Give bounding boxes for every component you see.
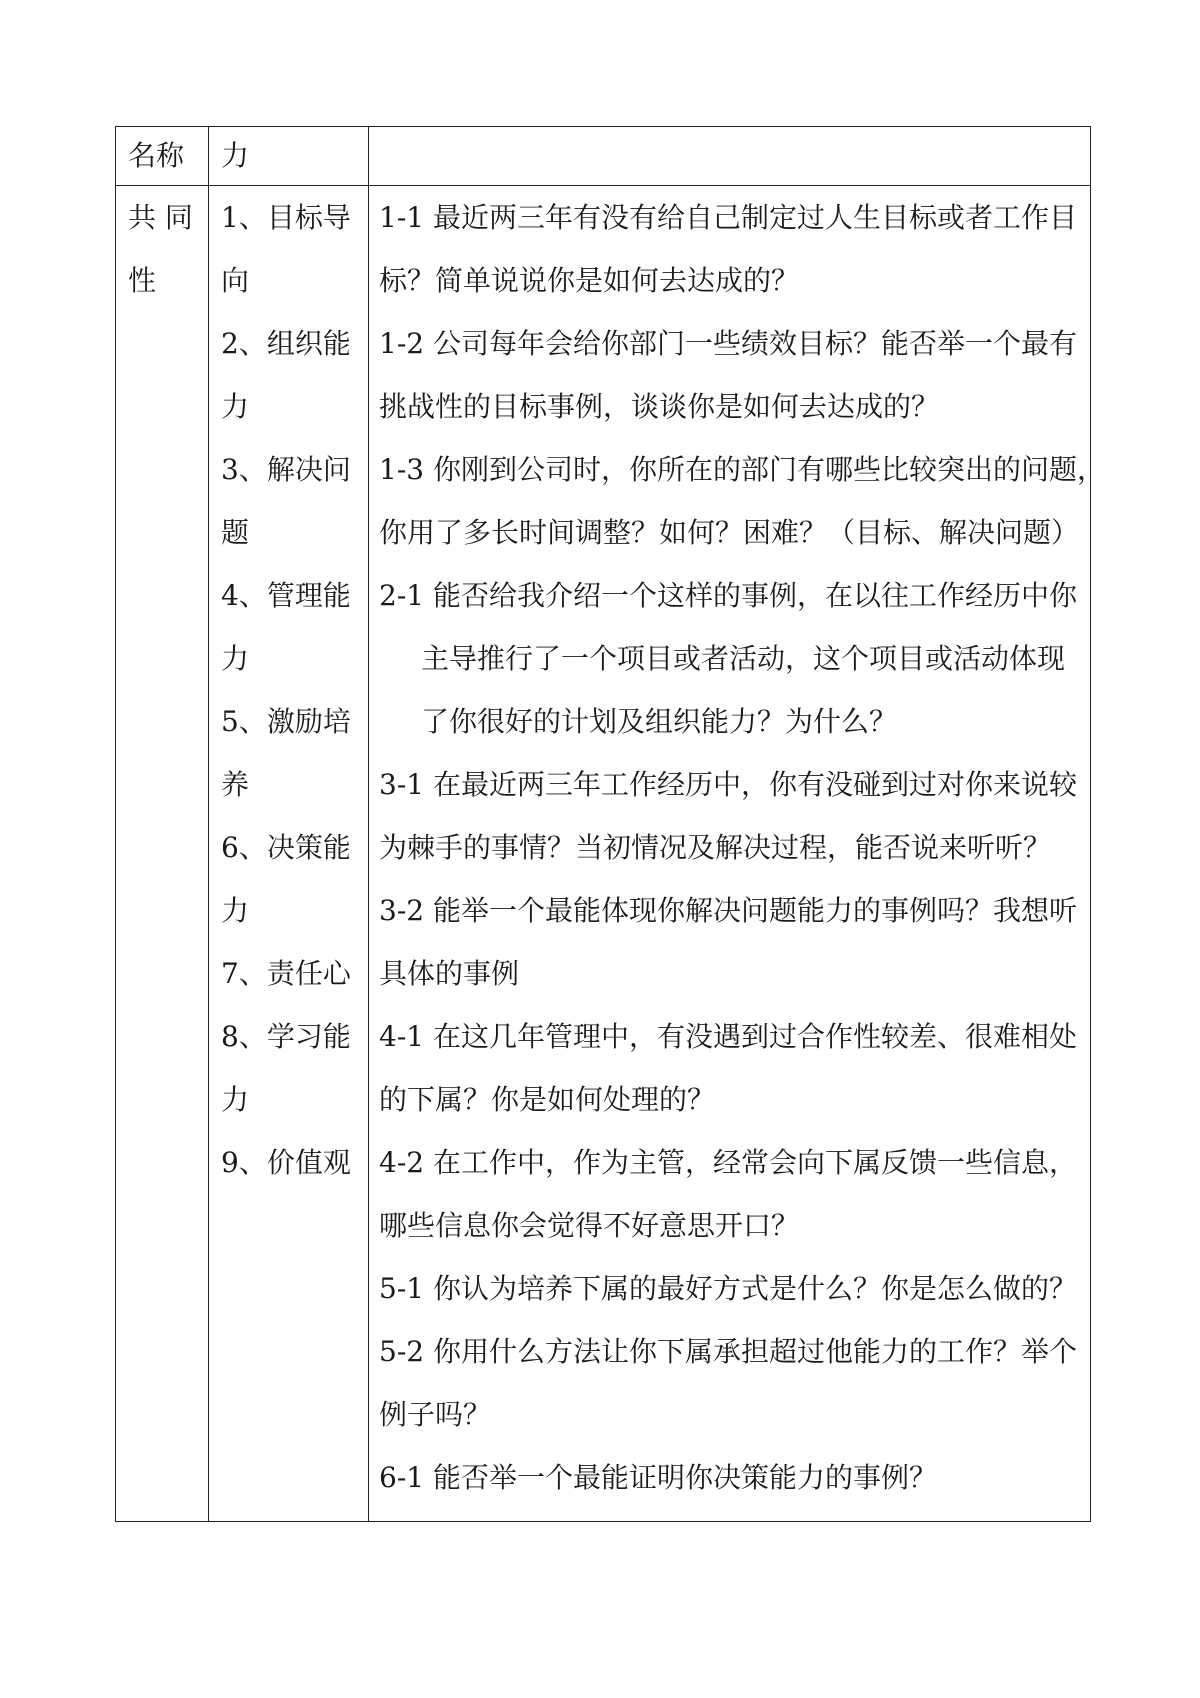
question-line: 的下属？你是如何处理的？ xyxy=(379,1083,716,1116)
ability-item-line: 4、管理能 xyxy=(221,579,351,612)
header-name-label: 名称 xyxy=(128,139,185,172)
ability-item-line: 题 xyxy=(221,516,250,549)
header-ability-cell xyxy=(221,124,371,187)
header-name-cell xyxy=(128,124,206,187)
question-line: 挑战性的目标事例，谈谈你是如何去达成的？ xyxy=(379,390,940,423)
question-line: 3-2 能举一个最能体现你解决问题能力的事例吗？我想听 xyxy=(379,894,1077,927)
abilities-cell xyxy=(221,186,371,1194)
questions-cell xyxy=(379,186,1105,1509)
ability-item-line: 3、解决问 xyxy=(221,453,351,486)
ability-item-line: 力 xyxy=(221,390,250,423)
ability-item-line: 7、责任心 xyxy=(221,957,351,990)
question-line: 了你很好的计划及组织能力？为什么？ xyxy=(421,705,898,738)
ability-item-line: 5、激励培 xyxy=(221,705,351,738)
question-line: 4-1 在这几年管理中，有没遇到过合作性较差、很难相处 xyxy=(379,1020,1077,1053)
category-line-2: 性 xyxy=(128,264,157,297)
question-line: 哪些信息你会觉得不好意思开口？ xyxy=(379,1209,800,1242)
question-line: 6-1 能否举一个最能证明你决策能力的事例？ xyxy=(379,1461,937,1494)
question-line: 例子吗？ xyxy=(379,1398,492,1431)
question-line: 2-1 能否给我介绍一个这样的事例，在以往工作经历中你 xyxy=(379,579,1077,612)
ability-item-line: 力 xyxy=(221,894,250,927)
ability-item-line: 力 xyxy=(221,642,250,675)
question-line: 1-3 你刚到公司时，你所在的部门有哪些比较突出的问题， xyxy=(379,453,1105,486)
ability-item-line: 养 xyxy=(221,768,250,801)
question-line: 3-1 在最近两三年工作经历中，你有没碰到过对你来说较 xyxy=(379,768,1077,801)
question-line: 1-1 最近两三年有没有给自己制定过人生目标或者工作目 xyxy=(379,201,1077,234)
ability-item-line: 1、目标导 xyxy=(221,201,351,234)
ability-item-line: 向 xyxy=(221,264,250,297)
question-line: 4-2 在工作中，作为主管，经常会向下属反馈一些信息， xyxy=(379,1146,1077,1179)
header-questions-cell xyxy=(379,124,1084,187)
question-line: 5-2 你用什么方法让你下属承担超过他能力的工作？举个 xyxy=(379,1335,1077,1368)
question-line: 主导推行了一个项目或者活动，这个项目或活动体现 xyxy=(421,642,1066,675)
question-line: 标？简单说说你是如何去达成的？ xyxy=(379,264,800,297)
category-cell xyxy=(128,186,206,312)
column-divider-1 xyxy=(208,127,209,1521)
question-line: 1-2 公司每年会给你部门一些绩效目标？能否举一个最有 xyxy=(379,327,1077,360)
category-line-1: 共 同 xyxy=(128,201,193,234)
ability-item-line: 2、组织能 xyxy=(221,327,351,360)
question-line: 你用了多长时间调整？如何？困难？（目标、解决问题） xyxy=(379,516,1080,549)
question-line: 具体的事例 xyxy=(379,957,520,990)
question-line: 5-1 你认为培养下属的最好方式是什么？你是怎么做的？ xyxy=(379,1272,1077,1305)
header-ability-label: 力 xyxy=(221,139,250,172)
ability-item-line: 9、价值观 xyxy=(221,1146,351,1179)
ability-item-line: 8、学习能 xyxy=(221,1020,351,1053)
interview-question-table xyxy=(115,126,1105,1522)
header-questions-label xyxy=(379,124,1084,187)
question-line: 为棘手的事情？当初情况及解决过程，能否说来听听？ xyxy=(379,831,1052,864)
ability-item-line: 力 xyxy=(221,1083,250,1116)
ability-item-line: 6、决策能 xyxy=(221,831,351,864)
